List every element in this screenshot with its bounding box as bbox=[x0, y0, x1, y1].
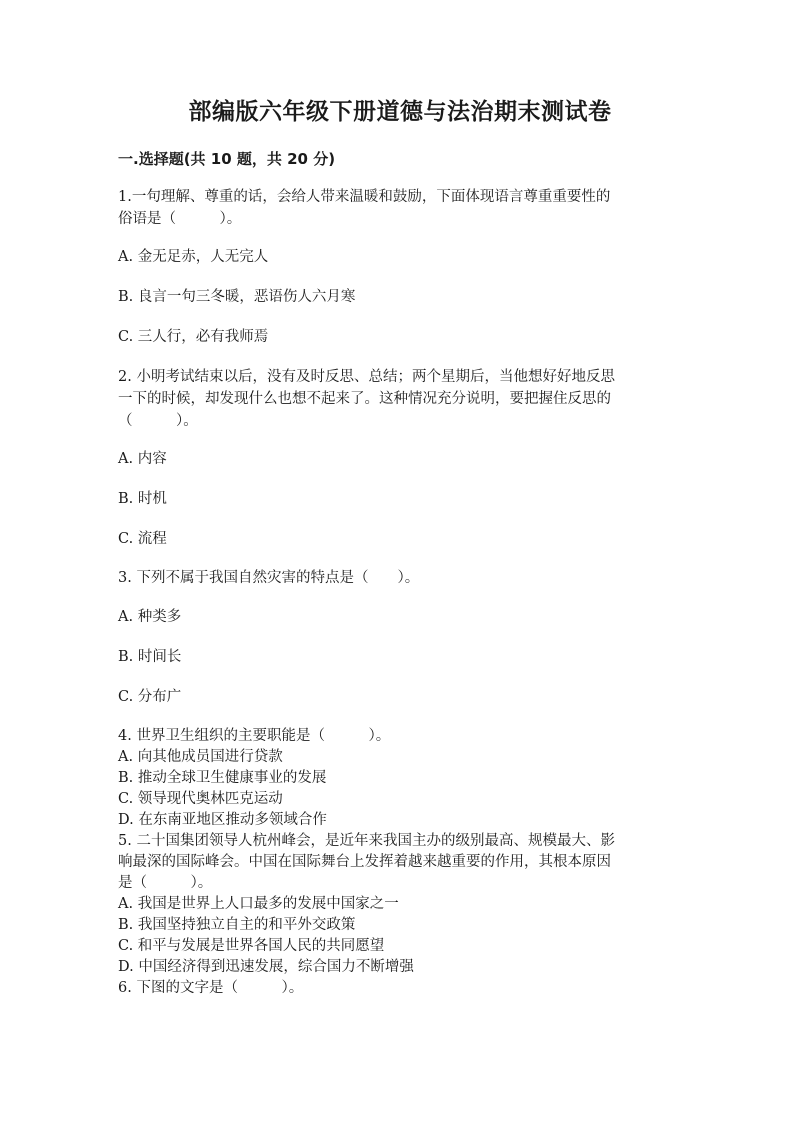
question-1-option-b: B. 良言一句三冬暖，恶语伤人六月寒 bbox=[118, 289, 356, 305]
question-6-stem: 6. 下图的文字是（ ）。 bbox=[118, 980, 304, 996]
question-5-option-a: A. 我国是世界上人口最多的发展中国家之一 bbox=[118, 896, 399, 912]
question-5-option-d: D. 中国经济得到迅速发展，综合国力不断增强 bbox=[118, 959, 414, 975]
question-4-stem: 4. 世界卫生组织的主要职能是（ ）。 bbox=[118, 728, 391, 744]
question-1-stem-line-1: 1.一句理解、尊重的话，会给人带来温暖和鼓励，下面体现语言尊重重要性的 bbox=[118, 189, 611, 205]
exam-title: 部编版六年级下册道德与法治期末测试卷 bbox=[188, 99, 612, 125]
question-2-option-a: A. 内容 bbox=[118, 451, 167, 467]
question-4-option-b: B. 推动全球卫生健康事业的发展 bbox=[118, 770, 327, 786]
question-3-stem: 3. 下列不属于我国自然灾害的特点是（ ）。 bbox=[118, 570, 420, 586]
question-2-stem-line-1: 2. 小明考试结束以后，没有及时反思、总结；两个星期后，当他想好好地反思 bbox=[118, 369, 615, 385]
question-4-option-a: A. 向其他成员国进行贷款 bbox=[118, 749, 283, 765]
question-5-stem-line-3: 是（ ）。 bbox=[118, 875, 213, 891]
question-2-option-c: C. 流程 bbox=[118, 531, 167, 547]
question-1-stem-line-2: 俗语是（ ）。 bbox=[118, 211, 242, 227]
question-2-option-b: B. 时机 bbox=[118, 491, 167, 507]
question-4-option-c: C. 领导现代奥林匹克运动 bbox=[118, 791, 283, 807]
section-header: 一.选择题(共 10 题，共 20 分) bbox=[118, 150, 336, 168]
question-2-stem-line-2: 一下的时候，却发现什么也想不起来了。这种情况充分说明，要把握住反思的 bbox=[118, 391, 611, 407]
question-1-option-c: C. 三人行，必有我师焉 bbox=[118, 329, 269, 345]
question-3-option-c: C. 分布广 bbox=[118, 689, 182, 705]
question-1-option-a: A. 金无足赤，人无完人 bbox=[118, 249, 269, 265]
question-3-option-b: B. 时间长 bbox=[118, 649, 182, 665]
question-5-stem-line-1: 5. 二十国集团领导人杭州峰会，是近年来我国主办的级别最高、规模最大、影 bbox=[118, 833, 615, 849]
question-5-option-c: C. 和平与发展是世界各国人民的共同愿望 bbox=[118, 938, 385, 954]
question-5-option-b: B. 我国坚持独立自主的和平外交政策 bbox=[118, 917, 356, 933]
question-4-option-d: D. 在东南亚地区推动多领域合作 bbox=[118, 812, 327, 828]
question-2-stem-line-3: （ ）。 bbox=[118, 413, 198, 429]
question-3-option-a: A. 种类多 bbox=[118, 609, 182, 625]
question-5-stem-line-2: 响最深的国际峰会。中国在国际舞台上发挥着越来越重要的作用，其根本原因 bbox=[118, 854, 611, 870]
